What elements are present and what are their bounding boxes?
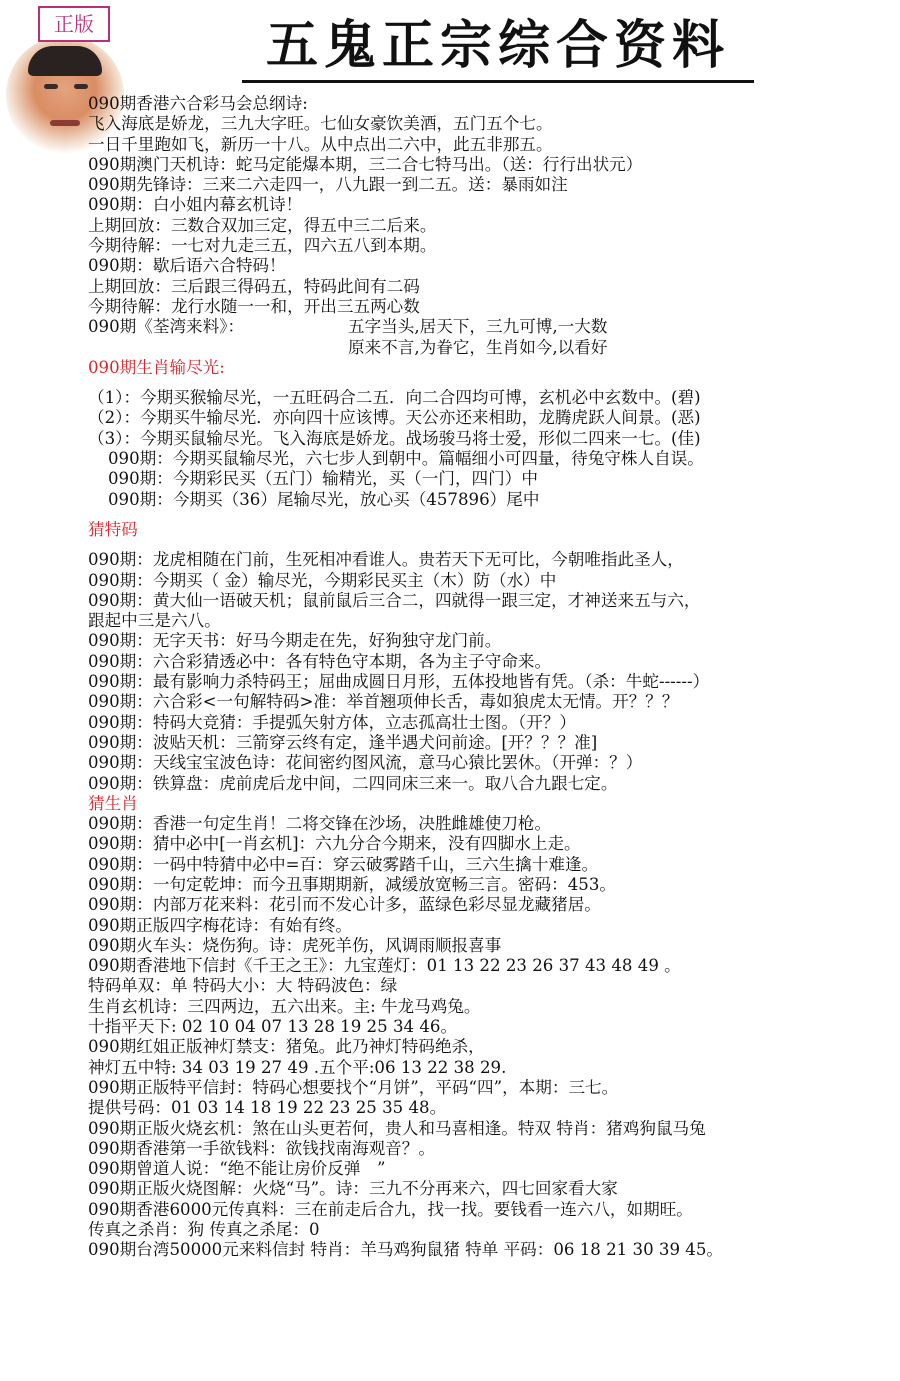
- text-line: 090期：今期彩民买（五门）输精光，买（一门，四门）中: [108, 469, 538, 489]
- text-line: 跟起中三是六八。: [88, 611, 221, 631]
- section-guess-special: [88, 520, 900, 794]
- text-line: 090期红姐正版神灯禁支：猪兔。此乃神灯特码绝杀，: [88, 1037, 485, 1057]
- text-line: 特码单双：单 特码大小：大 特码波色：绿: [88, 976, 398, 996]
- text-line: 090期曾道人说：“绝不能让房价反弹 ”: [88, 1159, 386, 1179]
- text-line: 生肖玄机诗：三四两边，五六出来。主: 牛龙马鸡兔。: [88, 996, 481, 1016]
- text-line: 提供号码：01 03 14 18 19 22 23 25 35 48。: [88, 1098, 447, 1118]
- text-line: 090期：波贴天机：三箭穿云终有定，逢半遇犬问前途。[开？？？准]: [88, 732, 598, 752]
- text-line: 上期回放：三后跟三得码五，特码此间有二码: [88, 276, 420, 296]
- text-line: （1）：今期买猴输尽光，一五旺码合二五．向二合四均可博，玄机必中玄数中。(碧): [88, 388, 701, 408]
- text-line: 090期香港地下信封《千王之王》：九宝莲灯：01 13 22 23 26 37 43 48 49 。: [88, 956, 681, 976]
- text-line: 090期：一句定乾坤：而今丑事期期新，减缓放宽畅三言。密码：453。: [88, 874, 616, 894]
- text-line: （2）：今期买牛输尽光．亦向四十应该博。天公亦还来相助，龙腾虎跃人间景。(恶): [88, 408, 701, 428]
- text-line: 090期正版火烧玄机：煞在山头更若何，贵人和马喜相逢。特双 特肖：猪鸡狗鼠马兔: [88, 1118, 706, 1138]
- text-line: 上期回放：三数合双加三定，得五中三二后来。: [88, 215, 437, 235]
- text-line: 090期：铁算盘：虎前虎后龙中间，二四同床三来一。取八合九跟七定。: [88, 773, 618, 793]
- text-line: 090期香港六合彩马会总纲诗:: [88, 94, 308, 113]
- genuine-badge: 正版: [38, 6, 110, 42]
- text-line: 传真之杀肖：狗 传真之杀尾：0: [88, 1220, 320, 1240]
- text-line: 090期：一码中特猜中必中=百：穿云破雾踏千山，三六生擒十难逢。: [88, 854, 599, 874]
- text-line: 090期：歇后语六合特码！: [88, 256, 286, 276]
- text-line: 090期：香港一句定生肖！二将交锋在沙场，决胜雌雄使刀枪。: [88, 814, 552, 834]
- text-line: 090期：特码大竞猜：手提弧矢射方体，立志孤高壮士图。（开？）: [88, 712, 576, 732]
- text-line: 090期香港第一手欲钱料：欲钱找南海观音？。: [88, 1138, 435, 1158]
- text-line: 090期：猜中必中[一肖玄机]：六九分合今期来，没有四脚水上走。: [88, 834, 581, 854]
- section-zodiac-lose: [88, 358, 900, 510]
- text-line: 090期：今期买（ 金）输尽光，今期彩民买主（木）防（水）中: [88, 570, 557, 590]
- text-line: 090期先锋诗：三来二六走四一，八九跟一到二五。送：暴雨如注: [88, 175, 568, 195]
- text-line: 今期待解：一七对九走三五，四六五八到本期。: [88, 236, 437, 256]
- text-line: （3）：今期买鼠输尽光。飞入海底是娇龙。战场骏马将士爱，形似二四来一七。(佳): [88, 428, 701, 448]
- text-line: 今期待解：龙行水随一一和，开出三五两心数: [88, 296, 420, 316]
- text-line: 090期：最有影响力杀特码王；屈曲成圆日月形，五体投地皆有凭。（杀：牛蛇------）: [88, 672, 710, 692]
- text-line: 090期正版四字梅花诗：有始有终。: [88, 915, 352, 935]
- section-guess-zodiac: [88, 794, 900, 1261]
- title-underline: [242, 80, 754, 83]
- document-body: [88, 94, 900, 1261]
- quanwan-line: 原来不言,为眷它，生肖如今,以看好: [348, 337, 608, 357]
- text-line: 090期：黄大仙一语破天机；鼠前鼠后三合二，四就得一跟三定，才神送来五与六，: [88, 590, 701, 610]
- quanwan-block: [88, 317, 900, 358]
- text-line: 090期正版火烧图解：火烧“马”。诗：三九不分再来六，四七回家看大家: [88, 1179, 618, 1199]
- text-line: 090期火车头：烧伤狗。诗：虎死羊伤，风调雨顺报喜事: [88, 935, 502, 955]
- text-line: 090期台湾50000元来料信封 特肖：羊马鸡狗鼠猪 特单 平码：06 18 21 30 39 45。: [88, 1240, 724, 1260]
- text-line: 090期香港6000元传真料：三在前走后合九，找一找。要钱看一连六八，如期旺。: [88, 1199, 693, 1219]
- quanwan-line: 五字当头,居天下，三九可博,一大数: [348, 317, 608, 337]
- avatar-hair: [28, 46, 102, 76]
- text-line: 十指平天下: 02 10 04 07 13 28 19 25 34 46。: [88, 1017, 458, 1037]
- text-line: 090期：今期买鼠输尽光，六七步人到朝中。篇幅细小可四量，待兔守株人自误。: [108, 449, 704, 469]
- text-line: 090期：龙虎相随在门前，生死相冲看谁人。贵若天下无可比，今朝唯指此圣人，: [88, 550, 684, 570]
- section-heading: 猜特码: [88, 519, 138, 539]
- text-line: 090期：今期买（36）尾输尽光，放心买（457896）尾中: [108, 489, 540, 509]
- avatar-eye: [44, 84, 58, 89]
- text-line: 090期正版特平信封：特码心想要找个“月饼”，平码“四”，本期：三七。: [88, 1077, 619, 1097]
- section-intro: [88, 94, 900, 358]
- text-line: 090期：内部万花来料：花引而不发心计多，蓝绿色彩尽显龙藏猪居。: [88, 895, 601, 915]
- avatar-eye: [74, 84, 88, 89]
- text-line: 090期：六合彩猜透必中：各有特色守本期，各为主子守命来。: [88, 651, 552, 671]
- text-line: 090期：天线宝宝波色诗：花间密约图风流，意马心猿比罢休。（开弹：？）: [88, 753, 643, 773]
- text-line: 一日千里跑如飞，新历一十八。从中点出二六中，此五非那五。: [88, 134, 553, 154]
- text-line: 090期：白小姐内幕玄机诗！: [88, 195, 303, 215]
- section-heading: 猜生肖: [88, 793, 138, 813]
- page-title: 五鬼正宗综合资料: [265, 15, 730, 76]
- text-line: 飞入海底是娇龙，三九大字旺。七仙女豪饮美酒，五门五个七。: [88, 114, 553, 134]
- quanwan-label: 090期《荃湾来料》：: [88, 317, 245, 337]
- section-heading: 090期生肖输尽光:: [88, 357, 225, 377]
- text-line: 090期：无字天书：好马今期走在先，好狗独守龙门前。: [88, 631, 502, 651]
- text-line: 090期澳门天机诗：蛇马定能爆本期，三二合七特马出。（送：行行出状元）: [88, 154, 643, 174]
- avatar-mouth: [50, 120, 80, 126]
- text-line: 神灯五中特: 34 03 19 27 49 .五个平:06 13 22 38 29.: [88, 1057, 507, 1077]
- text-line: 090期：六合彩<一句解特码>准：举首翘项伸长舌，毒如狼虎太无情。开？？？: [88, 692, 679, 712]
